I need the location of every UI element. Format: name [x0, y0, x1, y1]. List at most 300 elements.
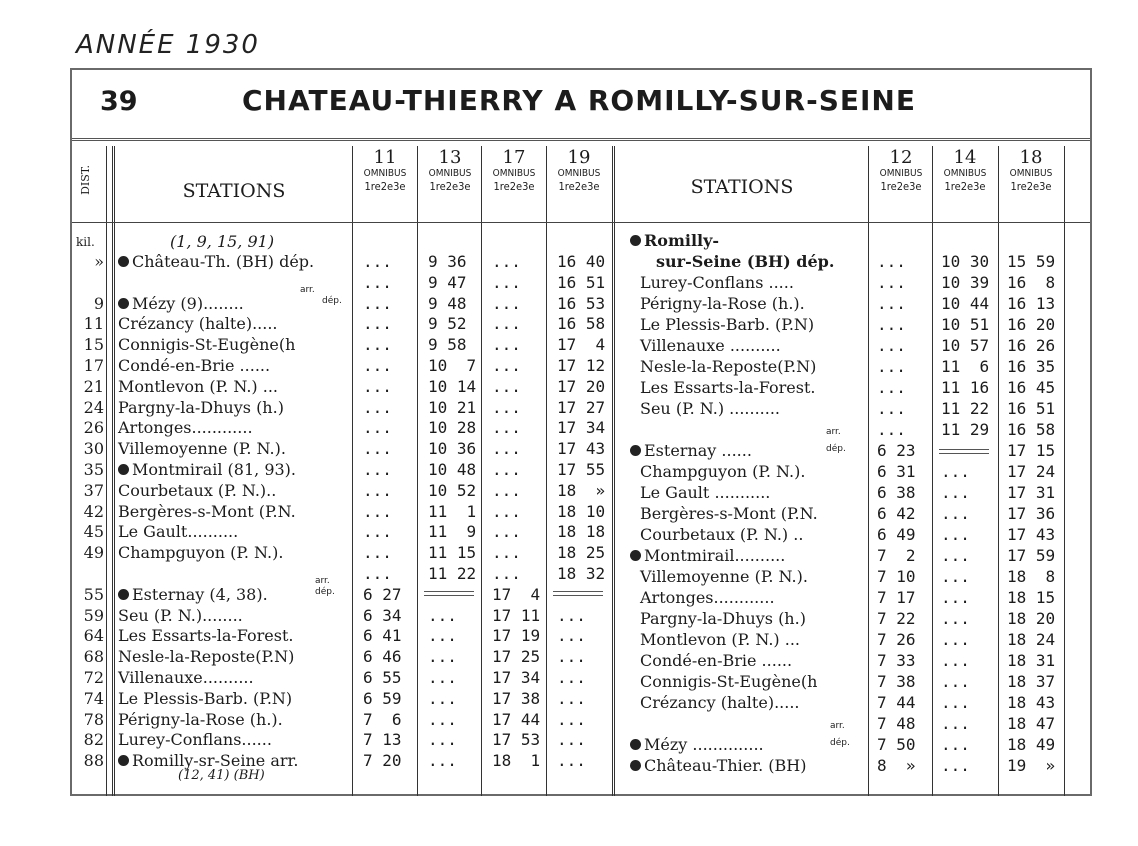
time-cell: ... [492, 501, 521, 521]
station-name [630, 735, 764, 755]
time-cell: 10 48 [428, 460, 477, 479]
distance-value: 26 [83, 418, 104, 438]
station-label: Bergères-s-Mont (P.N. [118, 501, 296, 521]
distance-value: 59 [83, 605, 104, 625]
time-cell: ... [363, 252, 392, 271]
station-name [118, 502, 296, 522]
time-cell: ... [492, 272, 521, 292]
time-cell: ... [941, 588, 970, 607]
time-cell: ... [428, 605, 457, 625]
divider [417, 146, 418, 796]
time-cell: ... [941, 462, 970, 481]
time-cell: 18 31 [1007, 651, 1056, 670]
time-cell: ... [492, 480, 521, 500]
time-cell: ... [492, 522, 521, 542]
time-cell: 16 40 [557, 252, 606, 271]
service-type: OMNIBUS [492, 168, 536, 179]
time-cell: 17 43 [557, 439, 606, 459]
time-cell: 16 13 [1007, 294, 1056, 313]
time-cell: 10 57 [941, 336, 990, 355]
time-cell: 16 58 [1007, 420, 1056, 439]
time-cell: 11 9 [428, 522, 477, 542]
station-label: Le Gault ........... [640, 483, 771, 502]
time-cell: ... [428, 626, 457, 646]
station-name [630, 756, 806, 776]
station-label: Lurey-Conflans ..... [640, 273, 794, 292]
time-cell: 17 44 [492, 709, 541, 729]
station-label: Les Essarts-la-Forest. [118, 626, 294, 646]
distance-value: » [94, 252, 104, 271]
time-cell: 16 58 [557, 314, 606, 334]
station-name [118, 626, 294, 646]
dist-header: DIST. [79, 165, 92, 195]
station-bullet-icon [118, 464, 129, 475]
station-label: Lurey-Conflans...... [118, 730, 272, 750]
time-cell: 6 59 [363, 688, 402, 708]
station-label: Romilly- [644, 231, 720, 250]
station-name [118, 647, 294, 667]
station-name [118, 356, 270, 376]
train-column-header [355, 148, 415, 193]
divider [1064, 146, 1065, 796]
station-label: Condé-en-Brie ...... [118, 356, 271, 375]
time-cell: ... [941, 525, 970, 544]
station-label: Crézancy (halte)..... [118, 314, 278, 334]
time-cell: ... [492, 293, 521, 313]
time-cell: ... [363, 418, 392, 438]
time-cell: 18 1 [492, 751, 541, 771]
station-bullet-icon [630, 739, 641, 750]
time-cell: 11 22 [941, 399, 990, 418]
time-cell: 8 » [877, 756, 916, 775]
arr-dep-label: dép. [315, 586, 335, 597]
station-label: Champguyon (P. N.). [640, 462, 806, 481]
time-cell: ... [877, 399, 906, 418]
distance-value: 72 [83, 668, 104, 687]
time-cell: 7 38 [877, 672, 916, 691]
class-label: 1re2e3e [944, 180, 986, 193]
time-cell: ... [492, 252, 521, 271]
station-label: Artonges............ [640, 588, 775, 607]
time-cell: 18 24 [1007, 630, 1056, 649]
distance-value: 49 [83, 543, 104, 563]
time-cell: ... [941, 672, 970, 691]
time-cell: 7 33 [877, 651, 916, 670]
time-cell: ... [877, 294, 906, 313]
time-cell: ... [877, 273, 906, 292]
section-rule [939, 449, 989, 454]
train-number: 14 [953, 147, 977, 168]
station-name [118, 252, 314, 272]
station-name [640, 567, 808, 587]
time-cell: 16 53 [557, 293, 606, 313]
time-cell: 7 48 [877, 714, 916, 733]
time-cell: ... [941, 483, 970, 502]
time-cell: 17 43 [1007, 525, 1056, 544]
service-type: OMNIBUS [879, 168, 923, 179]
time-cell: 18 18 [557, 522, 606, 542]
time-cell: 10 39 [941, 273, 990, 292]
station-label: Connigis-St-Eugène(h [118, 335, 296, 355]
time-cell: ... [428, 647, 457, 667]
time-cell: ... [557, 751, 586, 771]
time-cell: ... [363, 543, 392, 563]
connection-note: (1, 9, 15, 91) [170, 232, 275, 251]
time-cell: ... [363, 522, 392, 542]
station-name [640, 462, 805, 482]
time-cell: ... [492, 397, 521, 417]
station-label: Périgny-la-Rose (h.). [118, 709, 283, 729]
station-name [118, 460, 296, 480]
time-cell: ... [877, 252, 906, 271]
time-cell: 9 48 [428, 293, 467, 313]
divider [352, 146, 353, 796]
title-bar [72, 70, 1090, 141]
time-cell: 16 51 [1007, 399, 1056, 418]
divider [546, 146, 547, 796]
station-label: Villemoyenne (P. N.). [118, 439, 286, 459]
divider [932, 146, 933, 796]
section-rule [424, 591, 474, 596]
station-name [640, 504, 818, 524]
stations-header-left: STATIONS [182, 180, 286, 202]
station-name [640, 630, 800, 650]
time-cell: 17 27 [557, 397, 606, 417]
station-name [640, 693, 800, 713]
station-name [656, 252, 834, 272]
time-cell: ... [557, 730, 586, 750]
time-cell: 17 31 [1007, 483, 1056, 502]
station-label: Périgny-la-Rose (h.). [640, 294, 805, 313]
time-cell: ... [363, 397, 392, 417]
station-label: Mézy .............. [644, 735, 764, 754]
time-cell: ... [492, 376, 521, 396]
time-cell: 10 36 [428, 439, 477, 459]
train-number: 12 [889, 147, 913, 168]
station-name [118, 522, 238, 542]
station-name [118, 689, 292, 709]
train-number: 13 [438, 147, 462, 168]
time-cell: 6 38 [877, 483, 916, 502]
time-cell: 17 4 [492, 584, 541, 604]
station-name [118, 668, 254, 688]
time-cell: 7 44 [877, 693, 916, 712]
station-label: Montmirail (81, 93). [132, 460, 297, 479]
time-cell: ... [941, 693, 970, 712]
time-cell: 17 34 [492, 668, 541, 687]
table-title: CHATEAU-THIERRY A ROMILLY-SUR-SEINE [242, 84, 916, 117]
time-cell: 17 15 [1007, 441, 1056, 460]
station-label: Pargny-la-Dhuys (h.) [118, 397, 284, 417]
station-label: Montmirail.......... [644, 546, 786, 565]
time-cell: ... [492, 356, 521, 375]
train-column-header [935, 148, 995, 193]
time-cell: 11 29 [941, 420, 990, 439]
time-cell: ... [877, 420, 906, 439]
distance-value: 74 [83, 688, 104, 708]
class-label: 1re2e3e [558, 180, 600, 193]
time-cell: 17 4 [557, 335, 606, 355]
time-cell: ... [557, 647, 586, 667]
time-cell: 17 34 [557, 418, 606, 438]
time-cell: ... [363, 376, 392, 396]
station-label: Esternay ...... [644, 441, 752, 460]
arr-dep-label: dép. [826, 444, 846, 454]
station-name [640, 357, 816, 377]
time-cell: 17 19 [492, 626, 541, 646]
time-cell: ... [877, 315, 906, 334]
distance-value: 35 [83, 460, 104, 479]
time-cell: 10 14 [428, 376, 477, 396]
year-annotation: ANNÉE 1930 [76, 30, 260, 60]
station-name [640, 399, 780, 419]
time-cell: 10 44 [941, 294, 990, 313]
time-cell: ... [492, 543, 521, 563]
station-name [640, 525, 803, 545]
distance-value: 21 [83, 376, 104, 396]
train-number: 11 [373, 147, 397, 168]
time-cell: 9 52 [428, 314, 467, 334]
station-name [640, 483, 770, 503]
time-cell: 10 7 [428, 356, 477, 375]
time-cell: 6 27 [363, 584, 402, 604]
time-cell: 11 22 [428, 564, 477, 583]
time-cell: 18 » [557, 480, 606, 500]
time-cell: 17 11 [492, 605, 541, 625]
time-cell: ... [492, 460, 521, 479]
divider [998, 146, 999, 796]
station-label: Château-Thier. (BH) [644, 756, 807, 775]
time-cell: ... [877, 336, 906, 355]
station-name [118, 543, 283, 563]
time-cell: 7 10 [877, 567, 916, 586]
divider [612, 146, 615, 796]
time-cell: ... [557, 668, 586, 687]
time-cell: ... [941, 735, 970, 754]
class-label: 1re2e3e [429, 180, 471, 193]
time-cell: ... [492, 418, 521, 438]
time-cell: 18 20 [1007, 609, 1056, 628]
time-cell: ... [363, 314, 392, 334]
time-cell: ... [363, 335, 392, 355]
time-cell: 18 25 [557, 543, 606, 563]
station-name [640, 588, 775, 608]
station-name [640, 294, 805, 314]
station-bullet-icon [118, 256, 129, 267]
time-cell: 7 17 [877, 588, 916, 607]
time-cell: 16 26 [1007, 336, 1056, 355]
time-cell: 16 35 [1007, 357, 1056, 376]
time-cell: 7 20 [363, 751, 402, 771]
time-cell: ... [363, 272, 392, 292]
time-cell: ... [363, 460, 392, 479]
time-cell: ... [492, 314, 521, 334]
time-cell: ... [941, 651, 970, 670]
time-cell: ... [941, 756, 970, 775]
time-cell: 9 47 [428, 272, 467, 292]
station-label: sur-Seine (BH) dép. [656, 252, 835, 271]
station-name [118, 606, 243, 626]
stations-header-right: STATIONS [690, 176, 794, 198]
station-label: Romilly-sr-Seine arr. [132, 751, 299, 771]
station-name [118, 439, 286, 459]
time-cell: ... [492, 564, 521, 583]
time-cell: 19 » [1007, 756, 1056, 775]
distance-value: 17 [83, 356, 104, 375]
time-cell: ... [363, 356, 392, 375]
station-label: Bergères-s-Mont (P.N. [640, 504, 818, 523]
station-label: Le Gault.......... [118, 522, 239, 542]
divider [106, 146, 107, 796]
time-cell: ... [557, 709, 586, 729]
station-label: Champguyon (P. N.). [118, 543, 284, 563]
station-bullet-icon [118, 755, 129, 766]
time-cell: ... [492, 335, 521, 355]
time-cell: 10 21 [428, 397, 477, 417]
station-name [118, 335, 295, 355]
time-cell: 6 31 [877, 462, 916, 481]
header-rule [72, 222, 1090, 223]
station-name [640, 273, 794, 293]
time-cell: ... [941, 609, 970, 628]
train-number: 19 [567, 147, 591, 168]
station-label: Crézancy (halte)..... [640, 693, 800, 712]
distance-value: 15 [83, 335, 104, 355]
time-cell: 11 15 [428, 543, 477, 563]
distance-value: 9 [93, 293, 104, 313]
time-cell: 17 25 [492, 647, 541, 667]
time-cell: ... [557, 626, 586, 646]
time-cell: 6 42 [877, 504, 916, 523]
distance-value: 37 [83, 480, 104, 500]
station-name [118, 585, 268, 605]
distance-value: 45 [83, 522, 104, 542]
time-cell: 11 6 [941, 357, 990, 376]
connection-note: (12, 41) (BH) [178, 768, 265, 783]
time-cell: 17 59 [1007, 546, 1056, 565]
station-label: Villemoyenne (P. N.). [640, 567, 808, 586]
station-label: Villenauxe.......... [118, 668, 254, 687]
time-cell: 17 24 [1007, 462, 1056, 481]
station-label: Le Plessis-Barb. (P.N) [640, 315, 815, 334]
time-cell: 10 28 [428, 418, 477, 438]
distance-value: 30 [83, 439, 104, 459]
time-cell: 16 20 [1007, 315, 1056, 334]
station-label: Courbetaux (P. N.) .. [640, 525, 804, 544]
arr-dep-label: arr. [826, 427, 841, 437]
station-name [640, 672, 817, 692]
class-label: 1re2e3e [880, 180, 922, 193]
station-label: Seu (P. N.) .......... [640, 399, 781, 418]
station-label: Montlevon (P. N.) ... [118, 376, 278, 396]
station-label: Esternay (4, 38). [132, 584, 268, 604]
time-cell: ... [557, 605, 586, 625]
time-cell: 6 41 [363, 626, 402, 646]
distance-value: 55 [83, 584, 104, 604]
station-name [630, 546, 785, 566]
station-name [630, 441, 752, 461]
station-label: Artonges............ [118, 418, 253, 438]
time-cell: 7 2 [877, 546, 916, 565]
station-name [640, 609, 806, 629]
time-cell: 17 55 [557, 460, 606, 479]
time-cell: ... [941, 567, 970, 586]
station-name [640, 378, 816, 398]
time-cell: ... [941, 714, 970, 733]
station-name [118, 418, 253, 438]
station-name [118, 730, 272, 750]
train-column-header [484, 148, 544, 193]
time-cell: ... [363, 564, 392, 583]
distance-value: 42 [83, 501, 104, 521]
time-cell: ... [877, 357, 906, 376]
time-cell: 6 55 [363, 668, 402, 687]
time-cell: ... [428, 668, 457, 687]
arr-dep-label: arr. [315, 575, 330, 586]
time-cell: 17 12 [557, 356, 606, 375]
time-cell: 17 36 [1007, 504, 1056, 523]
station-label: Château-Th. (BH) dép. [132, 252, 315, 271]
time-cell: 7 26 [877, 630, 916, 649]
time-cell: 18 37 [1007, 672, 1056, 691]
class-label: 1re2e3e [493, 180, 535, 193]
time-cell: 16 51 [557, 272, 606, 292]
station-name [118, 314, 278, 334]
station-name [118, 710, 283, 730]
train-number: 18 [1019, 147, 1043, 168]
time-cell: ... [428, 751, 457, 771]
station-label: Pargny-la-Dhuys (h.) [640, 609, 806, 628]
time-cell: ... [363, 293, 392, 313]
time-cell: ... [941, 504, 970, 523]
station-label: Les Essarts-la-Forest. [640, 378, 816, 397]
train-number: 17 [502, 147, 526, 168]
train-column-header [420, 148, 480, 193]
arr-dep-label: arr. [300, 284, 315, 295]
distance-value: 82 [83, 730, 104, 750]
distance-value: 24 [83, 397, 104, 417]
time-cell: 17 38 [492, 688, 541, 708]
station-label: Nesle-la-Reposte(P.N) [640, 357, 817, 376]
distance-value: 78 [83, 709, 104, 729]
train-column-header [549, 148, 609, 193]
station-label: Seu (P. N.)........ [118, 605, 243, 625]
station-name [118, 398, 284, 418]
arr-dep-label: arr. [830, 721, 845, 731]
class-label: 1re2e3e [1010, 180, 1052, 193]
divider [481, 146, 482, 796]
service-type: OMNIBUS [428, 168, 472, 179]
time-cell: 18 15 [1007, 588, 1056, 607]
station-label: Condé-en-Brie ...... [640, 651, 793, 670]
time-cell: ... [941, 546, 970, 565]
dist-unit: kil. [76, 235, 95, 249]
station-label: Nesle-la-Reposte(P.N) [118, 647, 295, 667]
time-cell: 7 22 [877, 609, 916, 628]
time-cell: ... [492, 439, 521, 459]
time-cell: 7 6 [363, 709, 402, 729]
time-cell: 6 49 [877, 525, 916, 544]
station-bullet-icon [630, 235, 641, 246]
time-cell: ... [557, 688, 586, 708]
time-cell: ... [877, 378, 906, 397]
station-bullet-icon [630, 445, 641, 456]
time-cell: 7 50 [877, 735, 916, 754]
service-type: OMNIBUS [363, 168, 407, 179]
service-type: OMNIBUS [1009, 168, 1053, 179]
arr-dep-label: dép. [830, 738, 850, 748]
distance-value: 11 [83, 314, 104, 334]
